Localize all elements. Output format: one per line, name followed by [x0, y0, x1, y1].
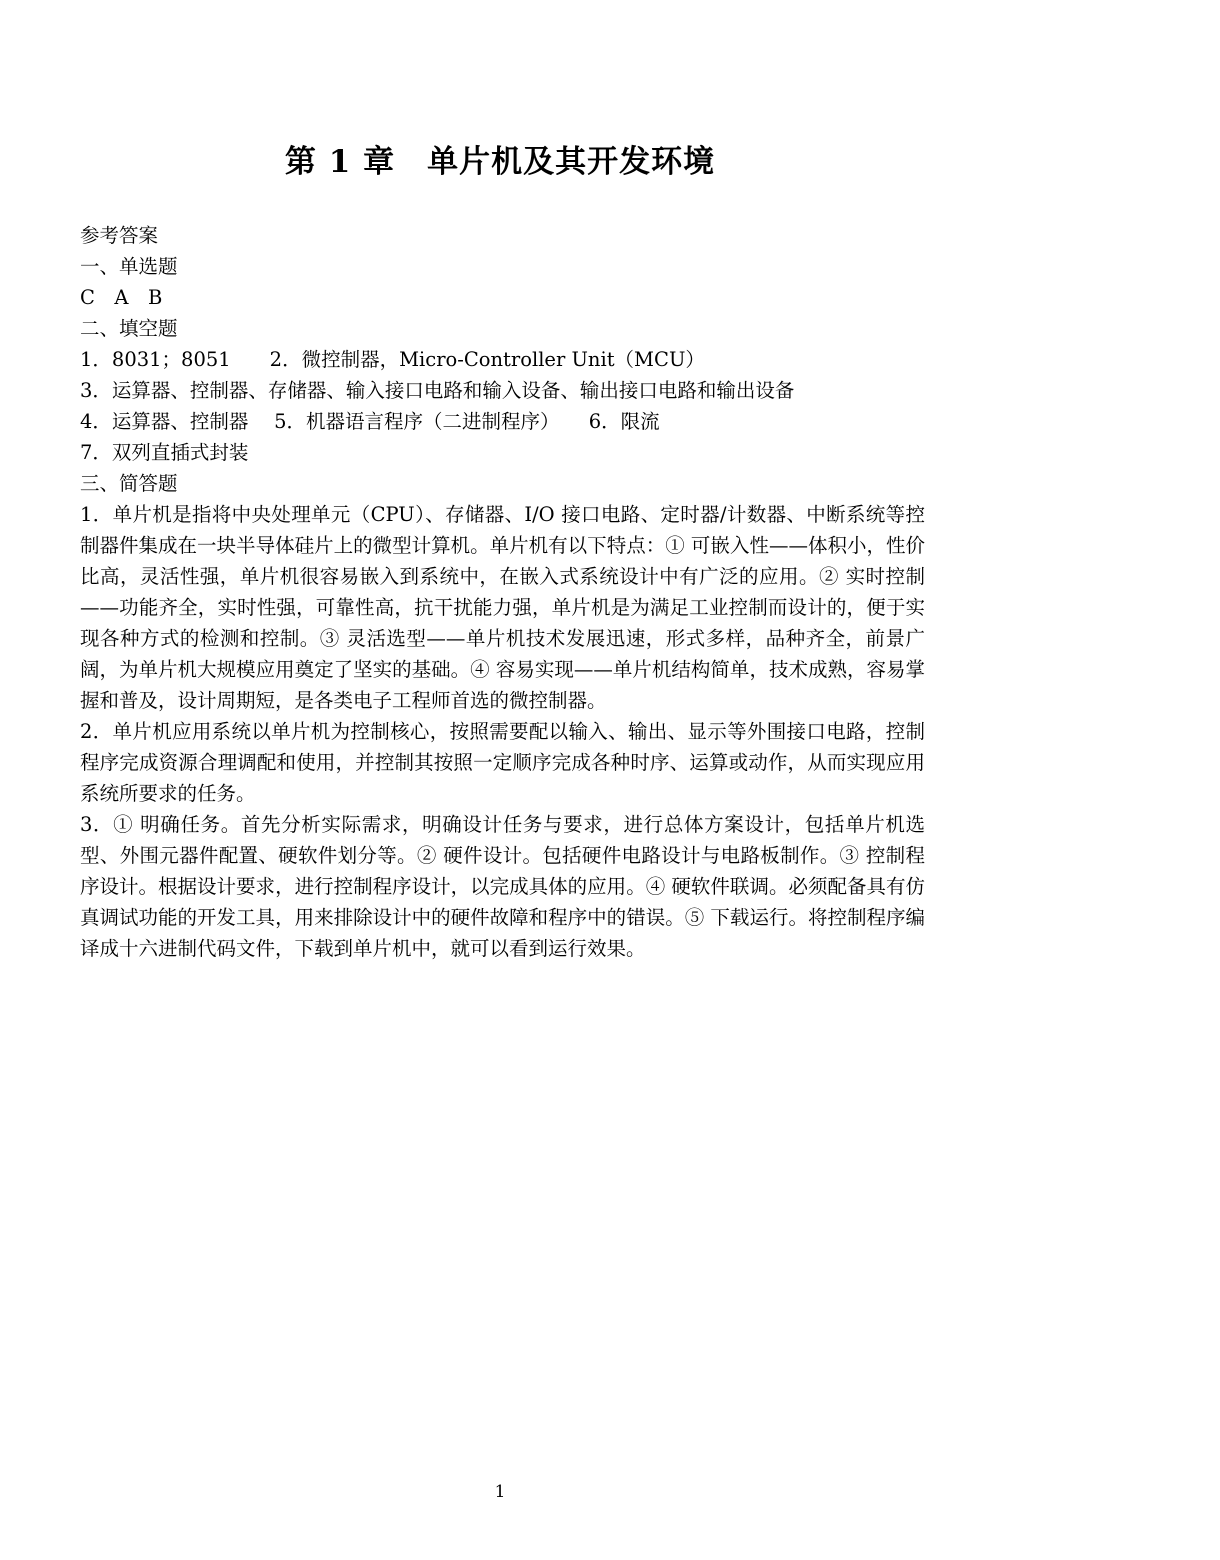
- short-answer-paragraph: 3．① 明确任务。首先分析实际需求，明确设计任务与要求，进行总体方案设计，包括单片机选型、外围元器件配置、硬软件划分等。② 硬件设计。包括硬件电路设计与电路板制作。③ 控制程序设计。根据设计要求，进行控制程序设计，以完成具体的应用。④ 硬软件联调。必须配备具有仿真调试功能的开发工具，用来排除设计中的硬件故障和程序中的错误。⑤ 下载运行。将控制程序编译成十六进制代码文件，下载到单片机中，就可以看到运行效果。: [80, 813, 925, 960]
- fill-blank-line: 7．双列直插式封装: [80, 441, 249, 464]
- section-heading-single-choice: 一、单选题: [80, 255, 178, 278]
- single-choice-answers: C A B: [80, 286, 163, 309]
- reference-answer-label: 参考答案: [80, 224, 159, 247]
- answer-content: [80, 220, 925, 964]
- short-answer-paragraph: 1．单片机是指将中央处理单元（CPU）、存储器、I/O 接口电路、定时器/计数器、中断系统等控制器件集成在一块半导体硅片上的微型计算机。单片机有以下特点：① 可嵌入性——体积小，性价比高，灵活性强，单片机很容易嵌入到系统中，在嵌入式系统设计中有广泛的应用。② 实时控制——功能齐全，实时性强，可靠性高，抗干扰能力强，单片机是为满足工业控制而设计的，便于实现各种方式的检测和控制。③ 灵活选型——单片机技术发展迅速，形式多样，品种齐全，前景广阔，为单片机大规模应用奠定了坚实的基础。④ 容易实现——单片机结构简单，技术成熟，容易掌握和普及，设计周期短，是各类电子工程师首选的微控制器。: [80, 503, 925, 712]
- short-answer-paragraph: 2．单片机应用系统以单片机为控制核心，按照需要配以输入、输出、显示等外围接口电路，控制程序完成资源合理调配和使用，并控制其按照一定顺序完成各种时序、运算或动作，从而实现应用系统所要求的任务。: [80, 720, 925, 805]
- chapter-title: 第 1 章 单片机及其开发环境: [284, 144, 716, 180]
- page-number: 1: [494, 1482, 506, 1502]
- section-heading-fill-blank: 二、填空题: [80, 317, 178, 340]
- fill-blank-line: 1．8031；8051 2．微控制器，Micro-Controller Unit（MCU）: [80, 348, 705, 371]
- section-heading-short-answer: 三、简答题: [80, 472, 178, 495]
- fill-blank-line: 4．运算器、控制器 5．机器语言程序（二进制程序） 6．限流: [80, 410, 660, 433]
- fill-blank-line: 3．运算器、控制器、存储器、输入接口电路和输入设备、输出接口电路和输出设备: [80, 379, 795, 402]
